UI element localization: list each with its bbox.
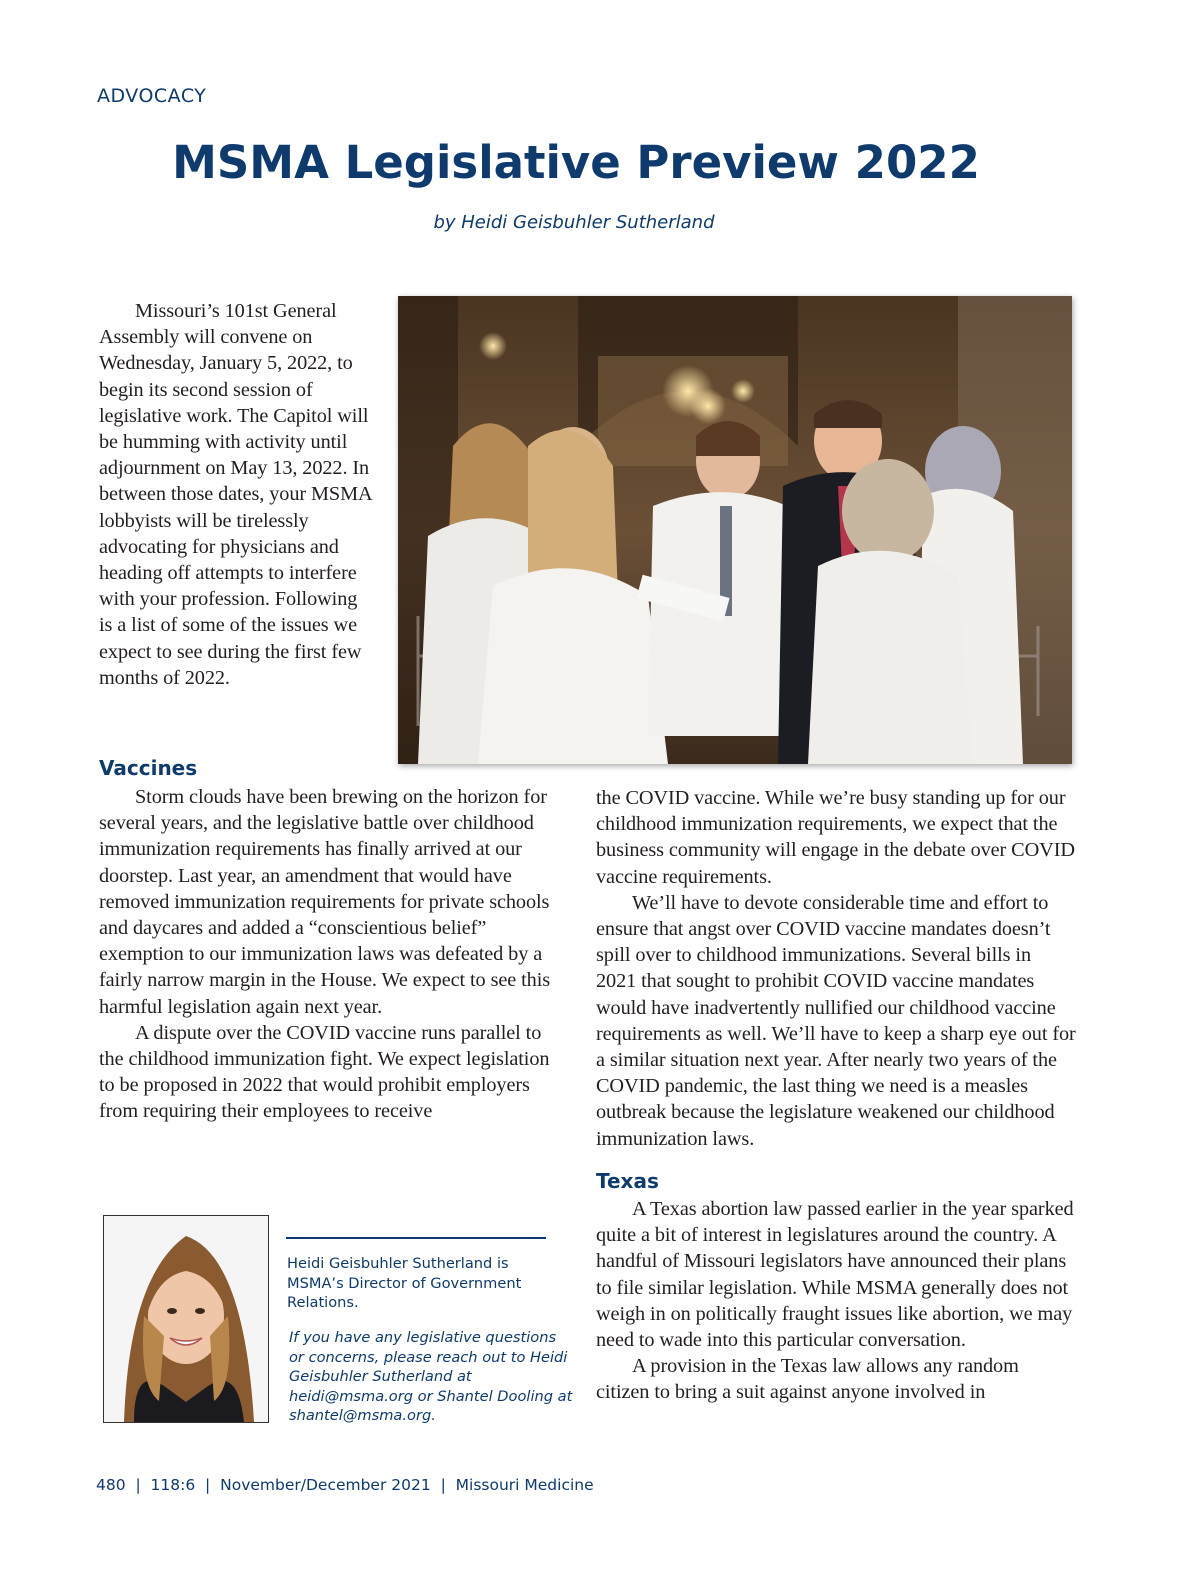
vaccines-paragraph-2: A dispute over the COVID vaccine runs parallel to the childhood immunization fight. We expect legislation to be proposed in 2022 that would prohibit employers from requiring their employees to receive xyxy=(99,1021,550,1123)
byline: by Heidi Geisbuhler Sutherland xyxy=(433,212,715,233)
texas-paragraph-1: A Texas abortion law passed earlier in the year sparked quite a bit of interest in legislatures around the country. A handful of Missouri legislators have announced their plans to file similar legislation. While MSMA generally does not weigh in on politically fraught issues like abortion, we may need to wade into this particular conversation. xyxy=(596,1198,1074,1352)
capitol-photo-illustration xyxy=(398,296,1072,764)
intro-paragraph: Missouri’s 101st General Assembly will convene on Wednesday, January 5, 2022, to begin its second session of legislative work. The Capitol will be humming with activity until adjournment on May 13, 2022. In between those dates, your MSMA lobbyists will be tirelessly advocating for physicians and heading off attempts to interfere with your profession. Following is a list of some of the issues we expect to see during the first few months of 2022. xyxy=(99,300,372,689)
page-footer: 480 | 118:6 | November/December 2021 | Missouri Medicine xyxy=(96,1476,594,1494)
capitol-photo xyxy=(398,296,1072,764)
texas-paragraph-2: A provision in the Texas law allows any random citizen to bring a suit against anyone involved in xyxy=(596,1355,1019,1404)
vaccines-column-right xyxy=(596,785,1076,1152)
texas-column xyxy=(596,1196,1076,1406)
texas-heading: Texas xyxy=(596,1169,659,1193)
author-contact: If you have any legislative questions or concerns, please reach out to Heidi Geisbuhler Sutherland at heidi@msma.org or Shantel Dooling at shantel@msma.org. xyxy=(289,1329,573,1424)
author-bio: Heidi Geisbuhler Sutherland is MSMA’s Director of Government Relations. xyxy=(287,1255,522,1311)
vaccines-paragraph-1: Storm clouds have been brewing on the horizon for several years, and the legislative battle over childhood immunization requirements has finally arrived at our doorstep. Last year, an amendment that would have removed immunization requirements for private schools and daycares and added a “conscientious belief” exemption to our immunization laws was defeated by a fairly narrow margin in the House. We expect to see this harmful legislation again next year. xyxy=(99,786,551,1018)
author-photo xyxy=(103,1215,269,1423)
vaccines-paragraph-3: We’ll have to devote considerable time and effort to ensure that angst over COVID vaccine mandates doesn’t spill over to childhood immunizations. Several bills in 2021 that sought to prohibit COVID vaccine mandates would have inadvertently nullified our childhood vaccine requirements as well. We’ll have to keep a sharp eye out for a similar situation next year. After nearly two years of the COVID pandemic, the last thing we need is a measles outbreak because the legislature weakened our childhood immunization laws. xyxy=(596,891,1076,1150)
vaccines-paragraph-2-continued: the COVID vaccine. While we’re busy standing up for our childhood immunization requirements, we expect that the business community will engage in the debate over COVID vaccine requirements. xyxy=(596,787,1075,888)
page-title: MSMA Legislative Preview 2022 xyxy=(172,136,980,189)
author-portrait-illustration xyxy=(104,1216,268,1422)
author-divider xyxy=(286,1237,546,1239)
vaccines-heading: Vaccines xyxy=(99,756,198,780)
section-label: ADVOCACY xyxy=(97,85,207,107)
intro-column xyxy=(99,298,375,691)
vaccines-column-left xyxy=(99,784,569,1125)
